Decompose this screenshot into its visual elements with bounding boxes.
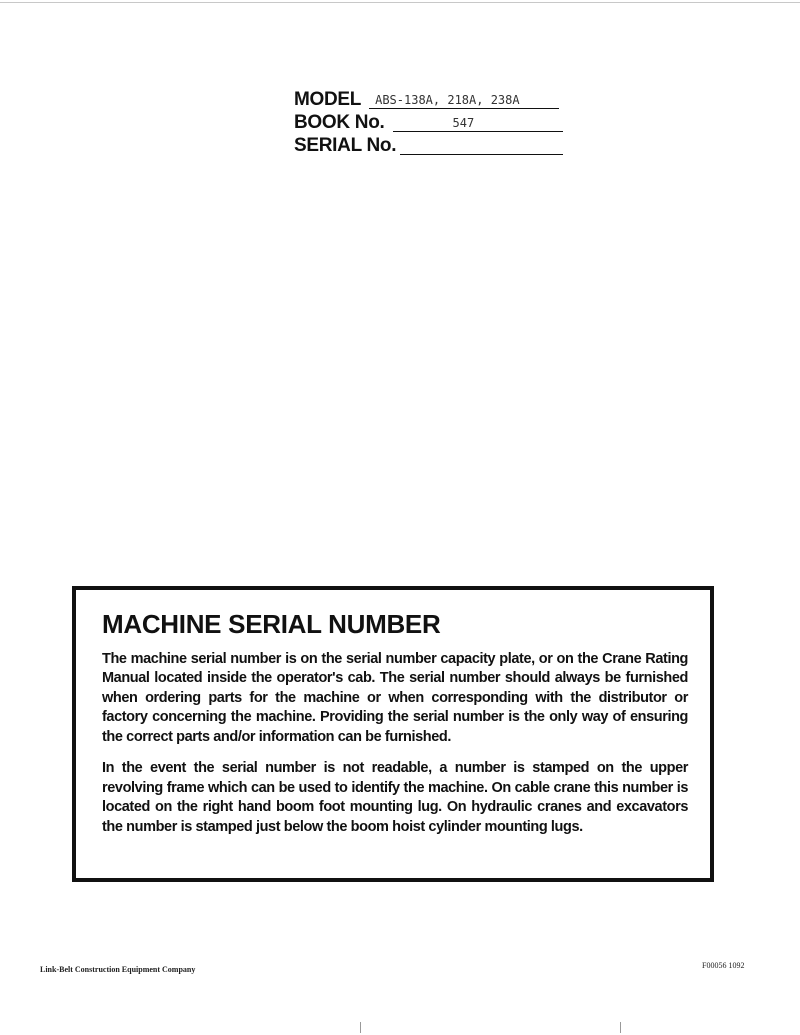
footer-form-code: F00056 1092 — [702, 961, 745, 970]
document-info-block — [294, 86, 584, 155]
notice-paragraph: In the event the serial number is not readable, a number is stamped on the upper revolving frame which can be used to identify the machine. On cable crane this number is located on the right hand boom foot mounting lug. On hydraulic cranes and excavators the number is stamped just below the boom hoist cylinder mounting lugs. — [102, 760, 688, 835]
model-row — [294, 86, 584, 109]
scan-mark — [360, 1022, 361, 1033]
serial-number-notice-box — [72, 586, 714, 882]
serial-label: SERIAL No. — [294, 135, 397, 156]
serial-row — [294, 132, 584, 155]
page-top-edge — [0, 2, 800, 3]
book-value: 547 — [393, 114, 563, 132]
model-value: ABS-138A, 218A, 238A — [369, 91, 559, 109]
book-row — [294, 109, 584, 132]
scan-mark — [620, 1022, 621, 1033]
model-label: MODEL — [294, 89, 362, 110]
footer-company-name: Link-Belt Construction Equipment Company — [40, 965, 196, 974]
notice-paragraph: The machine serial number is on the serial number capacity plate, or on the Crane Rating Manual located inside the operator's cab. The serial number should always be furnished when ordering parts for the machine or when corresponding with the distributor or factory concerning the machine. Providing the serial number is the only way of ensuring the correct parts and/or information can be furnished. — [102, 650, 688, 745]
notice-title: MACHINE SERIAL NUMBER — [102, 609, 441, 639]
serial-value — [400, 136, 563, 155]
book-label: BOOK No. — [294, 112, 385, 133]
